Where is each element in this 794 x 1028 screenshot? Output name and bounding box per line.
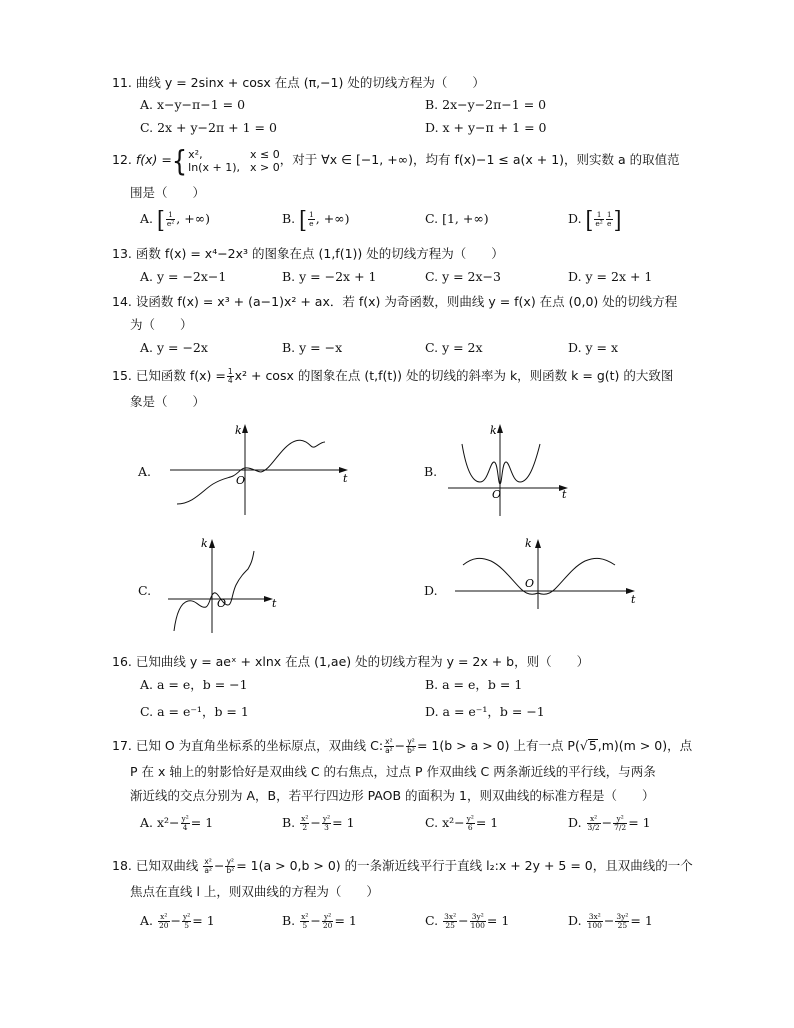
q15-graph-b [448, 418, 578, 518]
curve [174, 551, 254, 631]
q14-option-b: B. y = −x [282, 340, 343, 355]
t-axis-label: t [631, 593, 636, 606]
k-axis-arrow [209, 539, 215, 548]
curve [462, 444, 540, 484]
q11-option-a: A. x−y−π−1 = 0 [140, 97, 246, 112]
q15-stem: 15. 已知函数 f(x) = $\frac{1}{4}$ x² + cosx 的图象在点 (t,f(t)) 处的切线的斜率为 k，则函数 k = g(t) 的大致图 [112, 367, 674, 385]
k-axis-label: k [201, 537, 208, 550]
q12-stem [112, 143, 680, 177]
q15-graph-c-label: C. [138, 583, 152, 598]
k-axis-label: k [525, 537, 532, 550]
q13-option-c: C. y = 2x−3 [425, 269, 501, 284]
q13-stem: 13. 函数 f(x) = x⁴−2x³ 的图象在点 (1,f(1)) 处的切线方程为（ ） [112, 246, 504, 261]
q16-stem: 16. 已知曲线 y = aeˣ + xlnx 在点 (1,ae) 处的切线方程为 y = 2x + b，则（ ） [112, 654, 590, 669]
q11-stem: 11. 曲线 y = 2sinx + cosx 在点 (π,−1) 处的切线方程为（ ） [112, 75, 485, 90]
q11-option-d: D. x + y−π + 1 = 0 [425, 120, 547, 135]
q12-piecewise-conditions: x ≤ 0 x > 0 [249, 147, 280, 174]
q17-stem-line2: P 在 x 轴上的射影恰好是双曲线 C 的右焦点，过点 P 作双曲线 C 两条渐近线的平行线，与两条 [130, 764, 656, 779]
q18-option-a: A. $\frac{\text{x²}}{20}$ − $\frac{\text{y²}}{5}$ = 1 [140, 912, 215, 930]
q15-graph-d [455, 535, 645, 610]
q12-piecewise-left: x², ln(x + 1), [188, 147, 240, 174]
q11-option-c: C. 2x + y−2π + 1 = 0 [140, 120, 277, 135]
q14-option-a: A. y = −2x [140, 340, 208, 355]
q18-option-b: B. $\frac{\text{x²}}{5}$ − $\frac{\text{y²}}{20}$ = 1 [282, 912, 357, 930]
q11-option-b: B. 2x−y−2π−1 = 0 [425, 97, 547, 112]
q13-option-d: D. y = 2x + 1 [568, 269, 653, 284]
q12-brace: { [171, 143, 188, 178]
q12-option-b: B. [ $\frac{1}{e}$ , +∞) [282, 205, 350, 234]
curve [463, 558, 615, 594]
k-axis-label: k [490, 424, 497, 437]
q18-option-c: C. $\frac{\text{3x²}}{25}$ − $\frac{\text{3y²}}{100}$ = 1 [425, 912, 510, 930]
origin-label: O [217, 597, 227, 610]
q17-stem-line1: 17. 已知 O 为直角坐标系的坐标原点，双曲线 C: $\frac{\text{x²}}{\text{a²}}$ − $\frac{\text{y²}}{\text{b²}}$ = 1(b > a > 0) 上有一点 P(√5,m)(m > 0)，点 [112, 737, 693, 755]
q15-graph-d-label: D. [424, 583, 438, 598]
k-axis-arrow [497, 424, 503, 433]
q12-option-c: C. [1, +∞) [425, 211, 489, 226]
k-axis-arrow [242, 424, 248, 433]
q17-option-d: D. $\frac{\text{x²}}{3/2}$ − $\frac{\text{y²}}{7/2}$ = 1 [568, 814, 651, 832]
q13-option-b: B. y = −2x + 1 [282, 269, 377, 284]
origin-label: O [236, 474, 246, 487]
q14-option-c: C. y = 2x [425, 340, 483, 355]
q17-option-a: A. x²− $\frac{\text{y²}}{4}$ = 1 [140, 814, 214, 832]
t-axis-label: t [272, 597, 277, 610]
q12-option-d: D. [ $\frac{1}{\text{e²}}$ $\frac{1}{e}$ ] [568, 205, 622, 234]
q16-option-b: B. a = e，b = 1 [425, 677, 523, 692]
q17-option-c: C. x²− $\frac{\text{y²}}{6}$ = 1 [425, 814, 499, 832]
q12-option-a: A. [ $\frac{1}{\text{e²}}$ , +∞) [140, 205, 210, 234]
curve [177, 440, 325, 504]
q14-stem: 14. 设函数 f(x) = x³ + (a−1)x² + ax．若 f(x) 为奇函数，则曲线 y = f(x) 在点 (0,0) 处的切线方程 [112, 294, 678, 309]
q16-option-c: C. a = e⁻¹，b = 1 [140, 704, 249, 719]
q15-graph-c [168, 535, 283, 635]
q17-option-b: B. $\frac{\text{x²}}{2}$ − $\frac{\text{y²}}{3}$ = 1 [282, 814, 355, 832]
q12-number: 12. [112, 152, 132, 167]
q14-stem-line2: 为（ ） [130, 317, 193, 332]
q13-option-a: A. y = −2x−1 [140, 269, 227, 284]
q15-graph-a-label: A. [138, 464, 152, 479]
q18-stem-line2: 焦点在直线 l 上，则双曲线的方程为（ ） [130, 884, 379, 899]
q18-stem-line1: 18. 已知双曲线 $\frac{\text{x²}}{\text{a²}}$ − $\frac{\text{y²}}{\text{b²}}$ = 1(a > 0,b > 0) 的一条渐近线平行于直线 l₂:x + 2y + 5 = 0，且双曲线的一个 [112, 857, 693, 875]
q16-option-a: A. a = e，b = −1 [140, 677, 248, 692]
q15-graph-b-label: B. [424, 464, 438, 479]
k-axis-arrow [535, 539, 541, 548]
origin-label: O [525, 577, 535, 590]
q15-graph-a [165, 418, 355, 518]
origin-label: O [492, 488, 502, 501]
t-axis-label: t [562, 488, 567, 501]
k-axis-label: k [235, 424, 242, 437]
q17-stem-line3: 渐近线的交点分别为 A，B，若平行四边形 PAOB 的面积为 1，则双曲线的标准方程是（ ） [130, 788, 655, 803]
q14-option-d: D. y = x [568, 340, 619, 355]
q16-option-d: D. a = e⁻¹，b = −1 [425, 704, 545, 719]
q12-function-name: f(x) = [135, 152, 172, 167]
q12-stem-rest: ，对于 ∀x ∈ [−1, +∞)，均有 f(x)−1 ≤ a(x + 1)，则实数 a 的取值范 [279, 152, 680, 167]
q15-stem-line2: 象是（ ） [130, 394, 206, 409]
q12-stem-line2: 围是（ ） [130, 185, 206, 200]
t-axis-label: t [343, 472, 348, 485]
q18-option-d: D. $\frac{\text{3x²}}{100}$ − $\frac{\text{3y²}}{25}$ = 1 [568, 912, 653, 930]
